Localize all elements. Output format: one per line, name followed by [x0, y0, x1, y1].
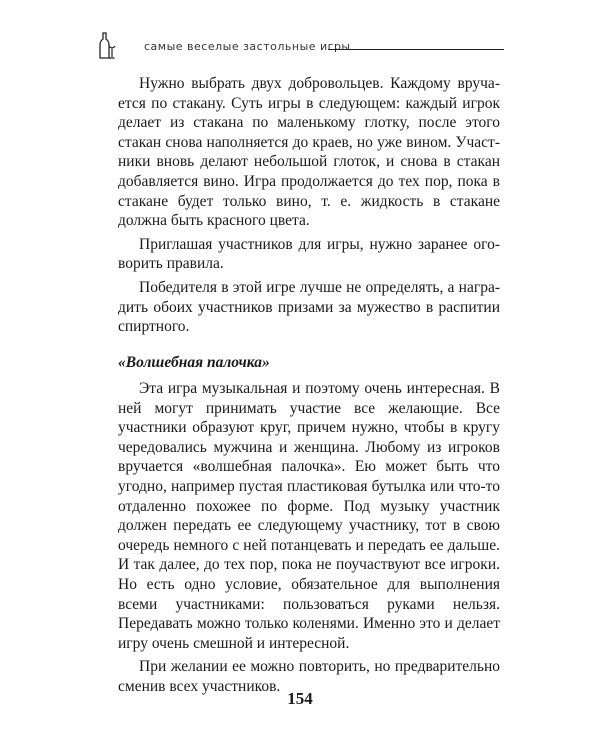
text-block-magic-wand [118, 379, 500, 701]
section-title: «Волшебная палочка» [118, 354, 270, 371]
text-block-intro [118, 74, 500, 341]
paragraph: Нужно выбрать двух добровольцев. Каждому вручается по стакану. Суть игры в следующем: каждый игрок делает из стакана по маленькому глотку, после этого стакан снова наполняется до краев, но уже вином. Участники вновь делают небольшой глоток, и снова в стакан добавляется вино. Игра продолжается до тех пор, пока в стакане будет только вино, т. е. жидкость в стакане должна быть красного цвета. [118, 75, 500, 230]
paragraph: Эта игра музыкальная и поэтому очень интересная. В ней могут принимать участие все желающие. Все участники образуют круг, причем нужно, чтобы в кругу чередовались мужчина и женщина. Любому из игроков вручается «волшебная палочка». Ею может быть что угодно, например пустая пластиковая бутылка или что-то отдаленно похожее по форме. Под музыку участник должен передать ее следующему участнику, тот в свою очередь немного с ней потанцевать и передать ее дальше. И так далее, до тех пор, пока не поучаствуют все игроки. Но есть одно условие, обязательное для выполнения всеми участниками: пользоваться руками нельзя. Передавать можно только коленями. Именно это и делает игру очень смешной и интересной. [118, 380, 500, 652]
running-title: самые веселые застольные игры [144, 40, 351, 53]
paragraph: Приглашая участников для игры, нужно заранее оговорить правила. [118, 235, 500, 273]
paragraph: Победителя в этой игре лучше не определять, а наградить обоих участников призами за мужество в распитии спиртного. [118, 278, 500, 336]
header-rule [328, 49, 504, 50]
paragraph: При желании ее можно повторить, но предварительно сменив всех участников. [118, 658, 500, 695]
wine-bottle-glass-icon [96, 32, 118, 60]
page-number: 154 [287, 689, 313, 708]
running-header [96, 30, 504, 64]
